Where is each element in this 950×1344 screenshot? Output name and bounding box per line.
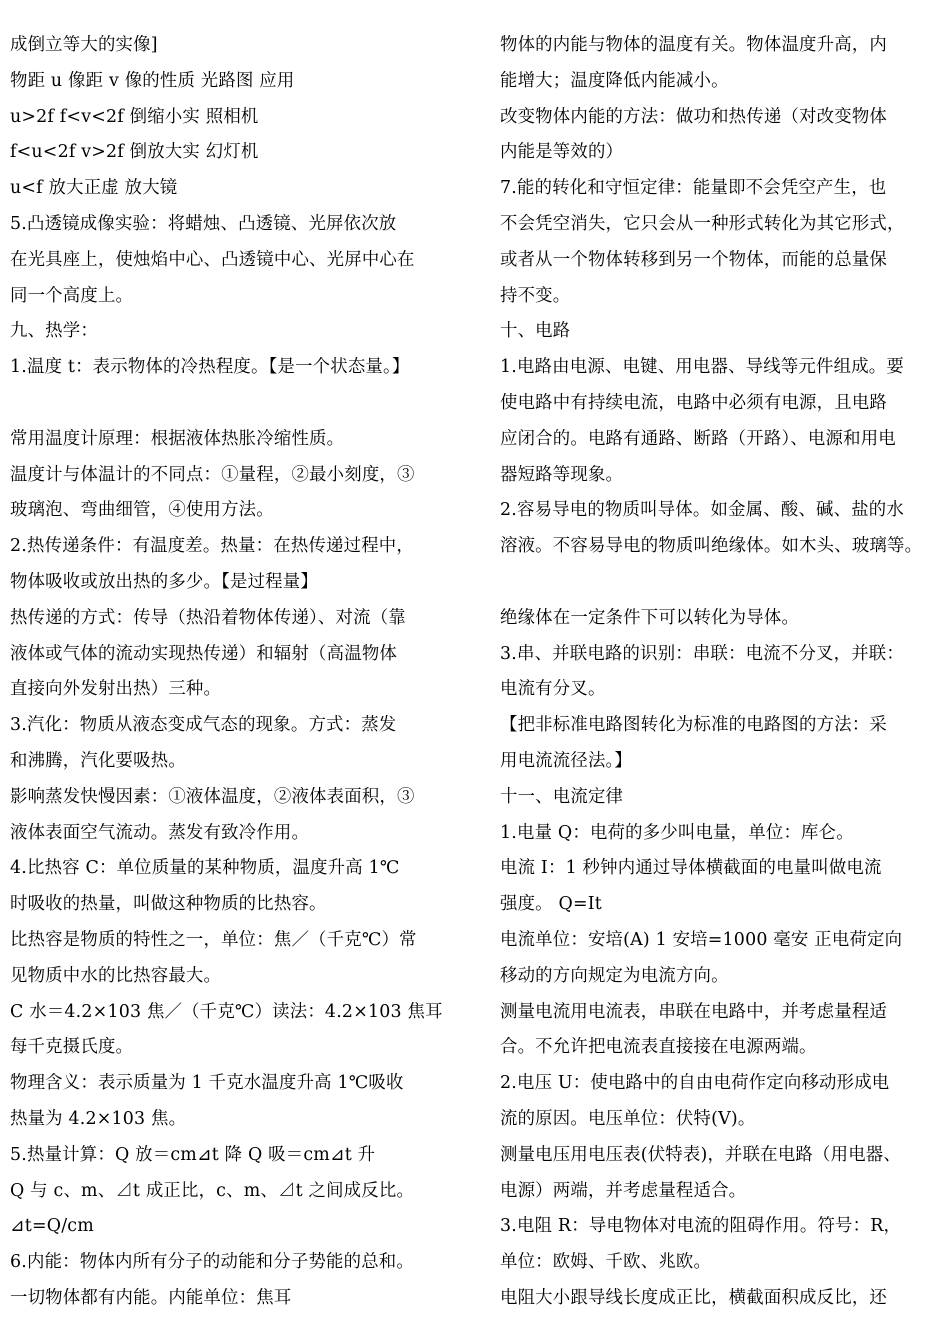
text-line: u>2f f<v<2f 倒缩小实 照相机 xyxy=(10,106,259,127)
text-line: 2.容易导电的物质叫导体。如金属、酸、碱、盐的水 xyxy=(500,500,904,521)
text-line: 液体表面空气流动。蒸发有致冷作用。 xyxy=(10,822,310,843)
text-line xyxy=(500,565,946,601)
text-line: 2.电压 U：使电路中的自由电荷作定向移动形成电 xyxy=(500,1073,890,1094)
text-line: 3.串、并联电路的识别：串联：电流不分叉，并联： xyxy=(500,643,904,664)
text-line xyxy=(10,386,470,422)
text-line: 改变物体内能的方法：做功和热传递（对改变物体 xyxy=(500,106,887,127)
text-line: 电源）两端，并考虑量程适合。 xyxy=(500,1180,747,1201)
text-line: 在光具座上，使烛焰中心、凸透镜中心、光屏中心在 xyxy=(10,249,415,270)
text-line: 热传递的方式：传导（热沿着物体传递）、对流（靠 xyxy=(10,607,406,628)
text-line: f<u<2f v>2f 倒放大实 幻灯机 xyxy=(10,142,259,163)
text-line: 移动的方向规定为电流方向。 xyxy=(500,965,729,986)
text-line: 2.热传递条件：有温度差。热量：在热传递过程中， xyxy=(10,536,414,557)
text-line: 5.凸透镜成像实验：将蜡烛、凸透镜、光屏依次放 xyxy=(10,213,397,234)
text-line: 或者从一个物体转移到另一个物体，而能的总量保 xyxy=(500,249,887,270)
text-line: 1.电路由电源、电键、用电器、导线等元件组成。要 xyxy=(500,357,904,378)
text-line: 溶液。不容易导电的物质叫绝缘体。如木头、玻璃等。 xyxy=(500,536,923,557)
text-line: 器短路等现象。 xyxy=(500,464,624,485)
text-line: 直接向外发射出热）三种。 xyxy=(10,679,222,700)
text-line: 5.热量计算：Q 放＝cm⊿t 降 Q 吸＝cm⊿t 升 xyxy=(10,1144,376,1165)
text-line: 每千克摄氏度。 xyxy=(10,1037,134,1058)
text-line: 十、电路 xyxy=(500,321,571,342)
text-line: 玻璃泡、弯曲细管，④使用方法。 xyxy=(10,500,274,521)
text-line: 6.内能：物体内所有分子的动能和分子势能的总和。 xyxy=(10,1252,414,1273)
text-line: 一切物体都有内能。内能单位：焦耳 xyxy=(10,1287,292,1308)
text-line: 物距 u 像距 v 像的性质 光路图 应用 xyxy=(10,70,295,91)
text-line: 同一个高度上。 xyxy=(10,285,134,306)
text-line: 电流单位：安培(A) 1 安培=1000 毫安 正电荷定向 xyxy=(500,929,903,950)
text-line: 比热容是物质的特性之一，单位：焦／（千克℃）常 xyxy=(10,929,417,950)
text-line: 4.比热容 C：单位质量的某种物质，温度升高 1℃ xyxy=(10,858,400,879)
text-line: 成倒立等大的实像] xyxy=(10,35,158,55)
text-line: 用电流流径法。】 xyxy=(500,750,633,771)
text-line: u<f 放大正虚 放大镜 xyxy=(10,178,178,199)
text-line: 持不变。 xyxy=(500,285,571,306)
text-line: 液体或气体的流动实现热传递）和辐射（高温物体 xyxy=(10,643,397,664)
text-line: 物体吸收或放出热的多少。【是过程量】 xyxy=(10,571,318,592)
text-line: C 水＝4.2×103 焦／（千克℃）读法：4.2×103 焦耳 xyxy=(10,1001,443,1022)
text-line: ⊿t=Q/cm xyxy=(10,1216,94,1237)
text-line: 应闭合的。电路有通路、断路（开路）、电源和用电 xyxy=(500,428,896,449)
text-line: 能增大；温度降低内能减小。 xyxy=(500,70,729,91)
text-line: 九、热学： xyxy=(10,321,98,342)
text-line: 绝缘体在一定条件下可以转化为导体。 xyxy=(500,607,800,628)
text-line: 不会凭空消失，它只会从一种形式转化为其它形式， xyxy=(500,213,905,234)
text-line: 时吸收的热量，叫做这种物质的比热容。 xyxy=(10,894,327,915)
text-line: 7.能的转化和守恒定律：能量即不会凭空产生，也 xyxy=(500,178,887,199)
text-line: 热量为 4.2×103 焦。 xyxy=(10,1108,187,1129)
text-line: 1.电量 Q：电荷的多少叫电量，单位：库仑。 xyxy=(500,822,854,843)
text-line: 见物质中水的比热容最大。 xyxy=(10,965,222,986)
text-line: 和沸腾，汽化要吸热。 xyxy=(10,750,186,771)
text-line: 物体的内能与物体的温度有关。物体温度升高，内 xyxy=(500,35,887,55)
text-line: 合。不允许把电流表直接接在电源两端。 xyxy=(500,1037,817,1058)
text-line: 电阻大小跟导线长度成正比，横截面积成反比，还 xyxy=(500,1287,887,1308)
text-line: 1.温度 t：表示物体的冷热程度。【是一个状态量。】 xyxy=(10,357,410,378)
text-line: 测量电流用电流表，串联在电路中，并考虑量程适 xyxy=(500,1001,887,1022)
text-line: 常用温度计原理：根据液体热胀冷缩性质。 xyxy=(10,428,345,449)
text-line: 流的原因。电压单位：伏特(V)。 xyxy=(500,1108,756,1129)
text-line: 单位：欧姆、千欧、兆欧。 xyxy=(500,1252,712,1273)
text-line: 3.电阻 R：导电物体对电流的阻碍作用。符号：R， xyxy=(500,1216,902,1237)
right-column xyxy=(500,28,946,1317)
text-line: 物理含义：表示质量为 1 千克水温度升高 1℃吸收 xyxy=(10,1073,404,1094)
text-line: 电流 I：1 秒钟内通过导体横截面的电量叫做电流 xyxy=(500,858,882,879)
text-line: 强度。 Q=It xyxy=(500,894,602,915)
text-line: 十一、电流定律 xyxy=(500,786,624,807)
text-line: 影响蒸发快慢因素：①液体温度，②液体表面积，③ xyxy=(10,786,415,807)
text-line: 使电路中有持续电流，电路中必须有电源，且电路 xyxy=(500,392,887,413)
text-line: 内能是等效的） xyxy=(500,142,624,163)
text-line: 电流有分叉。 xyxy=(500,679,606,700)
text-line: 3.汽化：物质从液态变成气态的现象。方式：蒸发 xyxy=(10,715,397,736)
text-line: 【把非标准电路图转化为标准的电路图的方法：采 xyxy=(500,715,887,736)
text-line: 测量电压用电压表(伏特表)，并联在电路（用电器、 xyxy=(500,1144,901,1165)
text-line: 温度计与体温计的不同点：①量程，②最小刻度，③ xyxy=(10,464,415,485)
left-column xyxy=(10,28,470,1317)
text-line: Q 与 c、m、⊿t 成正比，c、m、⊿t 之间成反比。 xyxy=(10,1180,415,1201)
